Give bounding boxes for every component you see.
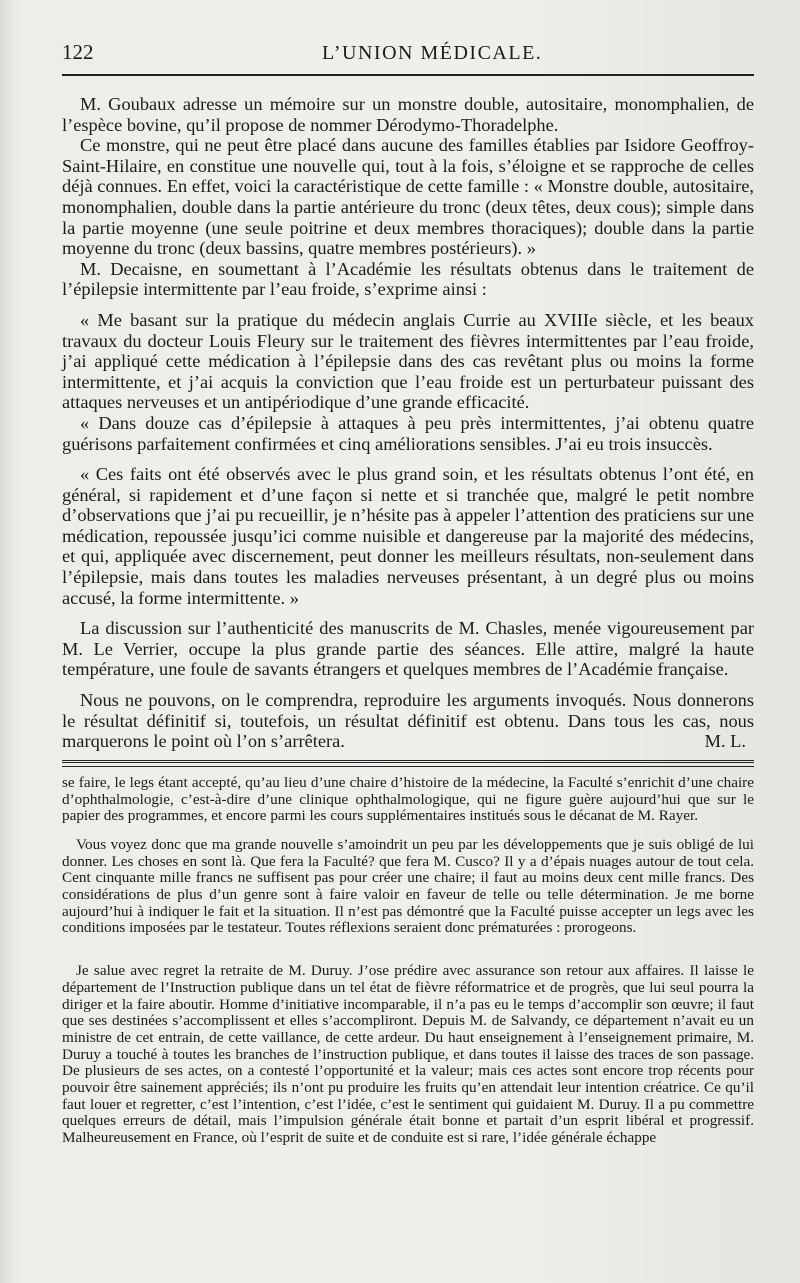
paragraph-conclusion bbox=[62, 690, 754, 752]
page-header bbox=[62, 40, 754, 72]
quote-ces-faits: « Ces faits ont été observés avec le plus grand soin, et les résultats obtenus l’ont été, en général, si rapidement et d’une façon si nette et si tranchée que, malgré le petit nombre d’observations que j’ai pu recueillir, je n’hésite pas à appeler l’attention des praticiens sur une médication, repoussée jusqu’ici comme nuisible et dangereuse par la majorité des médecins, et qui, appliquée avec discernement, peut donner les meilleurs résultats, non-seulement dans l’épilepsie, mais dans toutes les maladies nerveuses présentant, à un degré plus ou moins accusé, la forme intermittente. » bbox=[62, 464, 754, 608]
conclusion-text: Nous ne pouvons, on le comprendra, reproduire les arguments invoqués. Nous donnerons le résultat définitif si, toutefois, un résultat définitif est obtenu. Dans tous les cas, nous marquerons le point où l’on s’arrêtera. bbox=[62, 690, 754, 752]
paragraph-goubaux: M. Goubaux adresse un mémoire sur un monstre double, autositaire, monomphalien, de l’espèce bovine, qu’il propose de nommer Dérodymo-Thoradelphe. bbox=[62, 94, 754, 135]
lower-feuilleton bbox=[62, 775, 754, 1147]
running-title: L’UNION MÉDICALE. bbox=[322, 42, 543, 64]
paragraph-legs: se faire, le legs étant accepté, qu’au lieu d’une chaire d’histoire de la médecine, la Faculté s’enrichit d’une chaire d’ophthalmologie, c’est-à-dire d’une clinique ophthalmologique, qui ne figure guère aujourd’hui que sur le papier des programmes, et encore parmi les cours supplémentaires institués sous le décanat de M. Rayer. bbox=[62, 773, 754, 825]
quote-currie: « Me basant sur la pratique du médecin anglais Currie au XVIIIe siècle, et les beaux travaux du docteur Louis Fleury sur le traitement des fièvres intermittentes par l’eau froide, j’ai appliqué cette médication à l’épilepsie dans des cas revêtant plus ou moins la forme intermittente, et j’ai acquis la conviction que l’eau froide est un perturbateur puissant des attaques nerveuses et un antipériodique d’une grande efficacité. bbox=[62, 309, 754, 413]
page-number: 122 bbox=[62, 40, 94, 64]
upper-article bbox=[62, 94, 754, 752]
paragraph-monstre: Ce monstre, qui ne peut être placé dans aucune des familles établies par Isidore Geoffroy-Saint-Hilaire, en constitue une nouvelle qui, tout à la fois, s’éloigne et se rapproche de celles déjà connues. En effet, voici la caractéristique de cette famille : « Monstre double, autositaire, monomphalien, double dans la partie antérieure du tronc (deux têtes, deux cous); simple dans la partie moyenne (une seule poitrine et deux membres thoraciques); double dans la partie moyenne du tronc (deux bassins, quatre membres postérieurs). » bbox=[62, 135, 754, 259]
section-divider bbox=[62, 760, 754, 767]
quote-douze-cas: « Dans douze cas d’épilepsie à attaques à peu près intermittentes, j’ai obtenu quatre guérisons parfaitement confirmées et cinq améliorations sensibles. J’ai eu trois insuccès. bbox=[62, 412, 754, 454]
paragraph-decaisne: M. Decaisne, en soumettant à l’Académie les résultats obtenus dans le traitement de l’épilepsie intermittente par l’eau froide, s’exprime ainsi : bbox=[62, 258, 754, 300]
signature: M. L. bbox=[704, 731, 746, 752]
paragraph-nouvelle: Vous voyez donc que ma grande nouvelle s’amoindrit un peu par les développements que je suis obligé de lui donner. Les choses en sont là. Que fera la Faculté? que fera M. Cusco? Il y a d’épais nuages autour de tout cela. Cent cinquante mille francs ne suffisent pas pour créer une chaire; il faut au moins deux cent mille francs. Des considérations de plus d’un genre sont à faire valoir en faveur de telle ou telle détermination. Je me borne aujourd’hui à indiquer le fait et la situation. Il n’est pas démontré que la Faculté puisse accepter un legs avec les conditions imposées par le testateur. Toutes réflexions seraient donc prématurées : prorogeons. bbox=[62, 835, 754, 937]
header-rule bbox=[62, 74, 754, 76]
paragraph-chasles: La discussion sur l’authenticité des manuscrits de M. Chasles, menée vigoureusement par M. Le Verrier, occupe la plus grande partie des séances. Elle attire, malgré la haute température, une foule de savants étrangers et quelques membres de l’Académie française. bbox=[62, 618, 754, 680]
paragraph-duruy: Je salue avec regret la retraite de M. Duruy. J’ose prédire avec assurance son retour aux affaires. Il laisse le département de l’Instruction publique dans un tel état de fièvre réformatrice et de progrès, que lui seul pourra la diriger et la faire aboutir. Homme d’initiative incomparable, il n’a pas eu le temps d’accomplir son œuvre; il faut que ses destinées s’accomplissent et elles s’accompliront. Depuis M. de Salvandy, ce département n’avait eu un ministre de cet entrain, de cette vaillance, de cette ardeur. Du haut enseignement à l’enseignement primaire, M. Duruy a touché à toutes les branches de l’instruction publique, et dans toutes il laisse des traces de son passage. De plusieurs de ses actes, on a contesté l’opportunité et la valeur; mais ces actes sont encore trop récents pour pouvoir être sainement appréciés; ils n’ont pu produire les fruits qu’en attendait leur intention créatrice. Ce qu’il faut louer et regretter, c’est l’intention, c’est l’idée, c’est le sentiment qui guidaient M. Duruy. Il a pu commettre quelques erreurs de détail, mais l’impulsion générale était bonne et partait d’un esprit libéral et progressif. Malheureusement en France, où l’esprit de suite et de conduite est si rare, l’idée générale échappe bbox=[62, 962, 754, 1147]
